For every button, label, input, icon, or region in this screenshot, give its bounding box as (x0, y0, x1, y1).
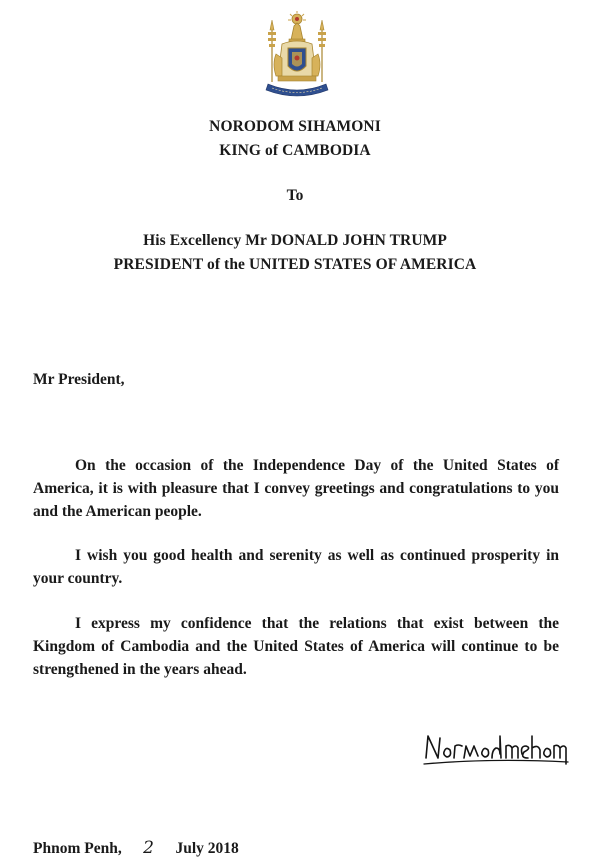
to-label: To (286, 187, 304, 204)
body-paragraph-2: I wish you good health and serenity as well as continued prosperity in your country. (33, 547, 559, 587)
body-paragraph-3: I express my confidence that the relations that exist between the Kingdom of Cambodia and the United States of America will continue to be strengthened in the years ahead. (33, 615, 559, 678)
recipient-title: PRESIDENT of the UNITED STATES OF AMERICA (113, 256, 477, 273)
royal-coat-of-arms-icon (258, 10, 336, 102)
place: Phnom Penh, (33, 840, 122, 857)
handwritten-signature (420, 728, 570, 770)
sender-title: KING of CAMBODIA (219, 142, 371, 159)
month-year: July 2018 (175, 840, 239, 857)
body-paragraph-1: On the occasion of the Independence Day of the United States of America, it is with pleasure that I convey greetings and congratulations to you and the American people. (33, 457, 559, 520)
handwritten-day: 2 (143, 838, 154, 858)
place-and-date (33, 838, 239, 858)
salutation: Mr President, (33, 371, 125, 388)
sender-name: NORODOM SIHAMONI (209, 118, 381, 135)
recipient-name: His Excellency Mr DONALD JOHN TRUMP (143, 232, 447, 249)
